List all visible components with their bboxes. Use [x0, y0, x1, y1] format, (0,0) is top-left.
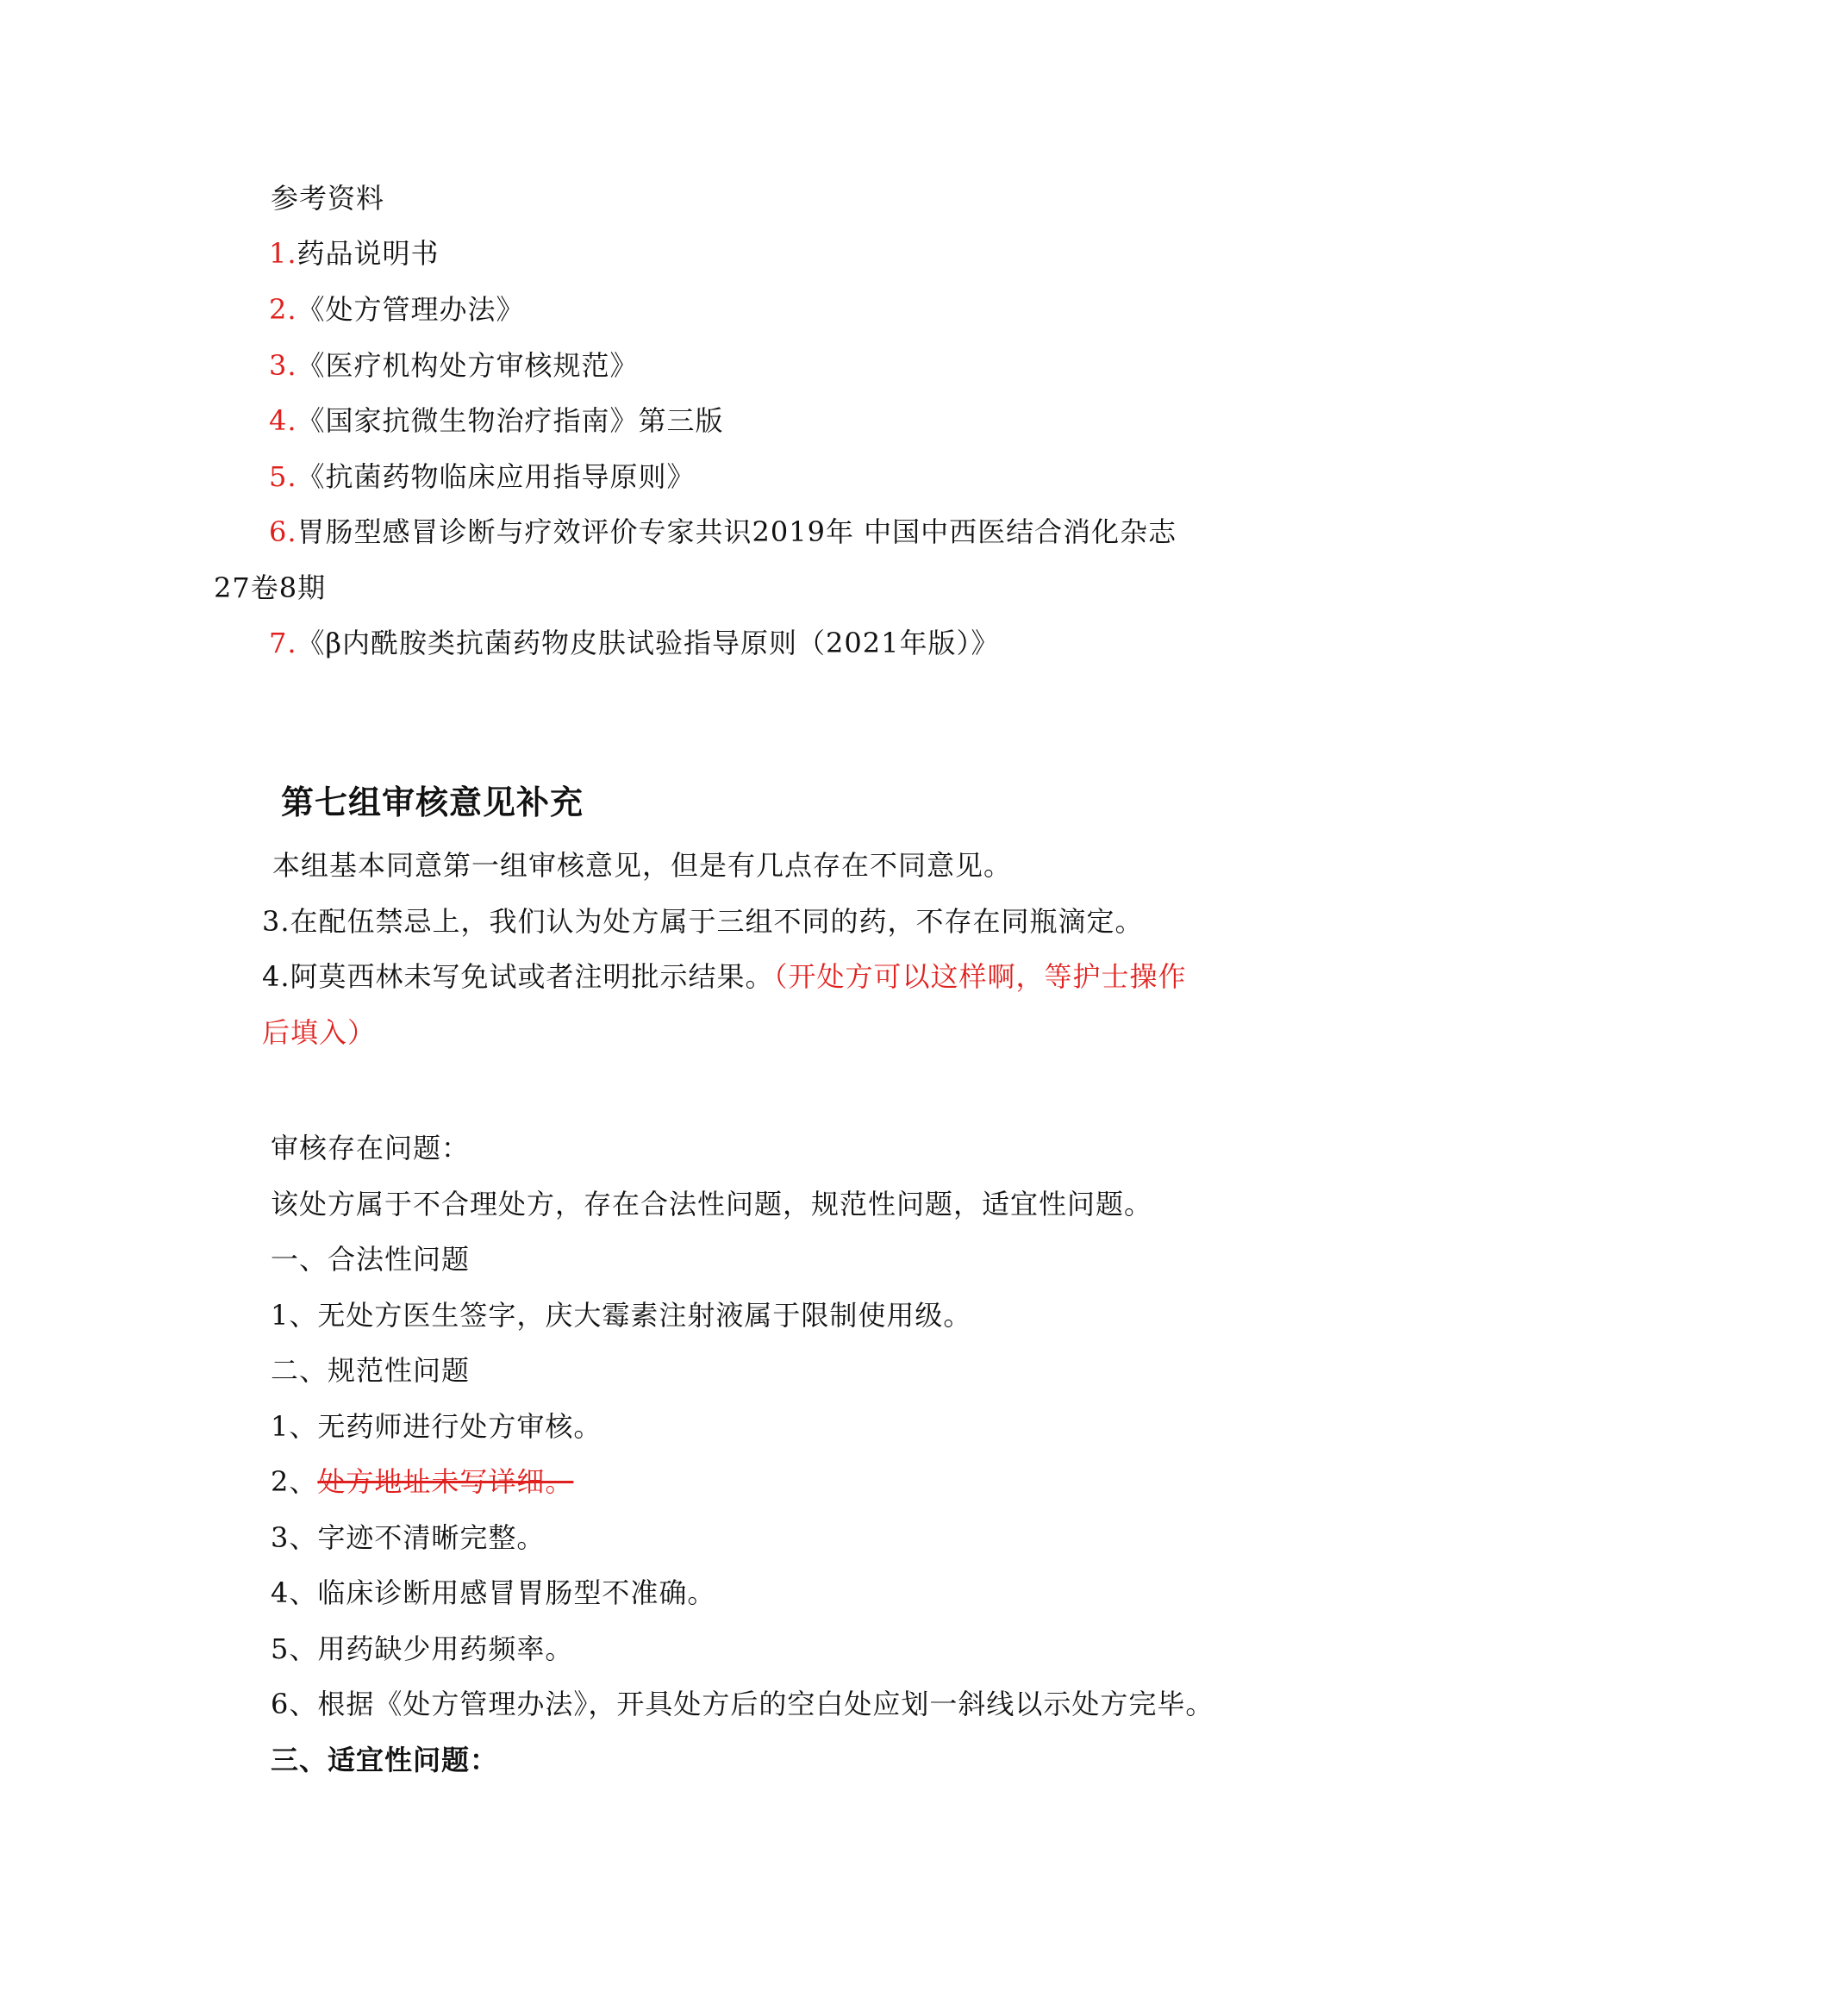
reference-number: 5. [269, 460, 297, 493]
group7-point-4 [262, 959, 1187, 994]
reference-number: 2. [269, 293, 297, 326]
standard-item-6: 6、根据《处方管理办法》，开具处方后的空白处应划一斜线以示处方完毕。 [271, 1688, 1214, 1720]
standard-item-2-number: 2、 [271, 1465, 318, 1498]
standard-item-2-struck-text: 处方地址未写详细。 [317, 1465, 574, 1498]
group7-point-3: 3.在配伍禁忌上，我们认为处方属于三组不同的药，不存在同瓶滴定。 [262, 905, 1144, 938]
standard-item-1: 1、无药师进行处方审核。 [271, 1410, 602, 1443]
reference-text: 药品说明书 [297, 237, 440, 270]
legality-item-1: 1、无处方医生签字，庆大霉素注射液属于限制使用级。 [271, 1299, 972, 1332]
reference-item-5 [269, 459, 696, 494]
reference-item-2 [269, 292, 525, 327]
reference-item-6-continuation: 27卷8期 [214, 571, 327, 604]
standard-heading: 二、规范性问题 [271, 1354, 471, 1387]
reference-text: 《抗菌药物临床应用指导原则》 [297, 460, 696, 493]
group7-point-4-comment-continuation: 后填入） [262, 1016, 377, 1049]
legality-heading: 一、合法性问题 [271, 1243, 471, 1276]
reference-text: 胃肠型感冒诊断与疗效评价专家共识2019年 中国中西医结合消化杂志 [297, 515, 1177, 548]
standard-item-4: 4、临床诊断用感冒胃肠型不准确。 [271, 1576, 716, 1609]
standard-item-5: 5、用药缺少用药频率。 [271, 1632, 574, 1665]
reference-item-6 [269, 515, 1177, 549]
reference-number: 3. [269, 349, 297, 382]
point-4-comment: （开处方可以这样啊，等护士操作 [773, 960, 1187, 993]
standard-item-3: 3、字迹不清晰完整。 [271, 1521, 546, 1554]
reference-text: 《β内酰胺类抗菌药物皮肤试验指导原则（2021年版）》 [297, 627, 1000, 659]
point-4-text: 4.阿莫西林未写免试或者注明批示结果。 [262, 960, 774, 993]
references-title: 参考资料 [271, 182, 385, 215]
reference-number: 6. [269, 515, 297, 548]
reference-text: 《国家抗微生物治疗指南》第三版 [297, 404, 724, 437]
review-title: 审核存在问题： [271, 1132, 471, 1164]
reference-item-1 [269, 236, 440, 271]
reference-text: 《医疗机构处方审核规范》 [297, 349, 639, 382]
group7-intro: 本组基本同意第一组审核意见，但是有几点存在不同意见。 [272, 849, 1013, 882]
reference-item-3 [269, 348, 639, 383]
reference-item-7 [269, 626, 999, 660]
suitability-heading: 三、适宜性问题： [271, 1744, 499, 1776]
reference-number: 4. [269, 404, 297, 437]
review-summary: 该处方属于不合理处方，存在合法性问题，规范性问题，适宜性问题。 [271, 1188, 1153, 1220]
standard-item-2 [271, 1464, 573, 1499]
reference-text: 《处方管理办法》 [297, 293, 525, 326]
reference-number: 7. [269, 627, 297, 659]
reference-number: 1. [269, 237, 297, 270]
group7-heading: 第七组审核意见补充 [281, 783, 584, 821]
reference-item-4 [269, 403, 724, 438]
